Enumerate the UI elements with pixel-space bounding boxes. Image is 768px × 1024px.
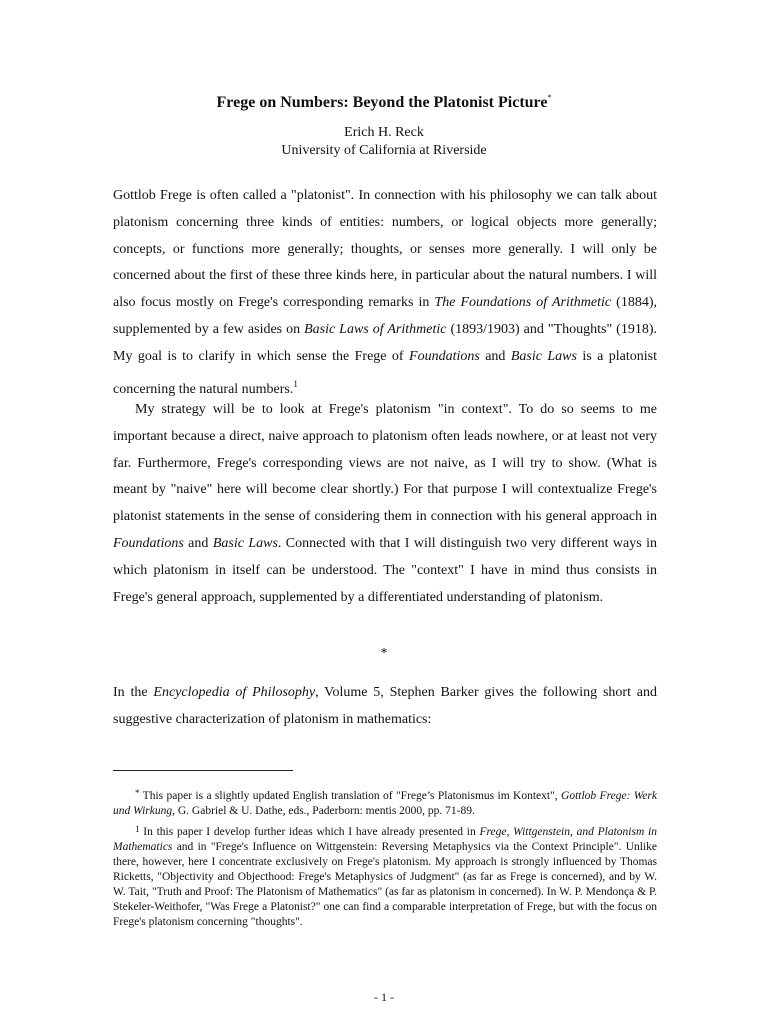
paragraph-1: Gottlob Frege is often called a "platonist". In connection with his philosophy we can talk about platonism concerning three kinds of entities: numbers, or logical objects more generally; concepts, or functions more generally; thoughts, or senses more generally. I will only be concerned about the first of these three kinds here, in particular about the natural numbers. I will also focus mostly on Frege's corresponding remarks in The Foundations of Arithmetic (1884), supplemented by a few asides on Basic Laws of Arithmetic (1893/1903) and "Thoughts" (1918). My goal is to clarify in which sense the Frege of Foundations and Basic Laws is a platonist concerning the natural numbers.$^1$ [113, 188, 658, 397]
paragraph-3: In the Encyclopedia of Philosophy, Volume 5, Stephen Barker gives the following short and suggestive characterization of platonism in mathematics: [113, 685, 657, 727]
paper-title [0, 93, 768, 112]
footnote-star: * This paper is a slightly updated English translation of "Frege’s Platonismus im Kontext", Gottlob Frege: Werk und Wirkung, G. Gabriel & U. Dathe, eds., Paderborn: mentis 2000, pp. 71-89. [113, 788, 657, 817]
section-separator: * [380, 646, 388, 661]
paragraph-2: My strategy will be to look at Frege's platonism "in context". To do so seems to me important because a direct, naive approach to platonism often leads nowhere, or at least not very far. Furthermore, Frege's corresponding views are not naive, as I will try to show. (What is meant by "naive" here will become clear shortly.) For that purpose I will contextualize Frege's platonist statements in the sense of considering them in connection with his general approach in Foundations and Basic Laws. Connected with that I will distinguish two very different ways in which platonism in itself can be understood. The "context" I have in mind thus consists in Frege's general approach, supplemented by a differentiated understanding of platonism. [113, 402, 657, 605]
title-footnote-mark: * [547, 93, 552, 102]
footnote-divider [113, 770, 293, 771]
author-name: Erich H. Reck [344, 125, 424, 140]
title-text: Frege on Numbers: Beyond the Platonist Picture [216, 94, 548, 111]
footnote-1: $^1$ In this paper I develop further ideas which I have already presented in Frege, Wittgenstein, and Platonism in Mathematics and in "Frege's Influence on Wittgenstein: Reversing Metaphysics via the Context Principle". Unlike there, however, here I concentrate exclusively on Frege's platonism. My approach is strongly influenced by Thomas Ricketts, "Objectivity and Objecthood: Frege's Metaphysics of Judgment" (as far as Frege is concerned), and by W. W. Tait, "Truth and Proof: The Platonism of Mathematics" (as far as platonism in concerned). In W. P. Mendonça & P. Stekeler-Weithofer, "Was Frege a Platonist?" one can find a comparable interpretation of Frege, but with the focus on Frege's platonism concerning "thoughts". [113, 824, 657, 928]
footnote-ref-1: 1 [293, 378, 298, 389]
footnotes [113, 786, 657, 933]
author-affiliation: University of California at Riverside [281, 143, 487, 158]
page-number: - 1 - [374, 990, 394, 1004]
